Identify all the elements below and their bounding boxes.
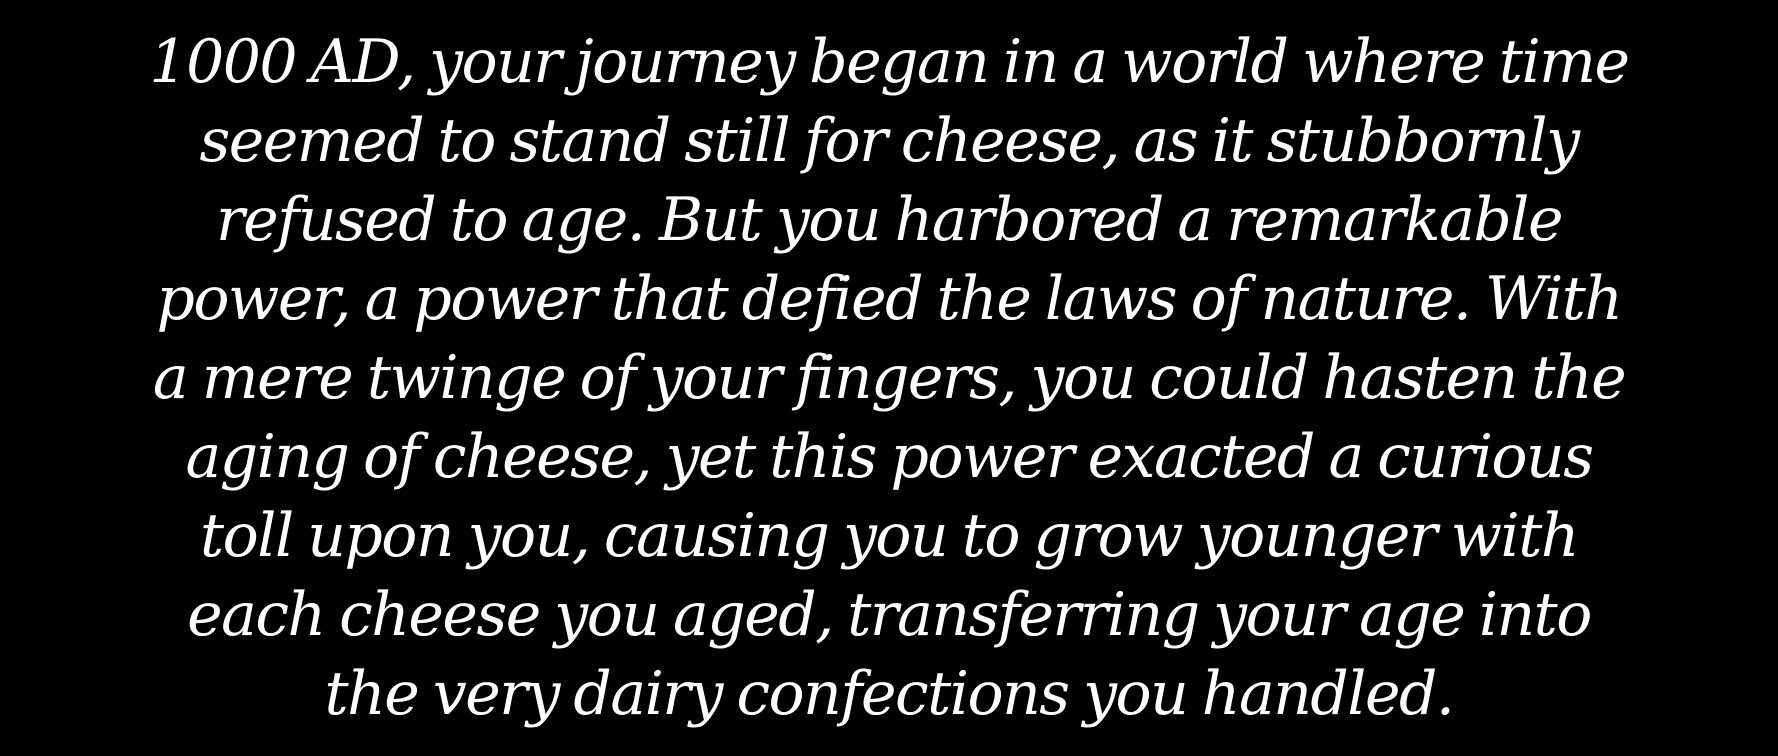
story-line: the very dairy confections you handled.: [324, 658, 1454, 729]
story-line: power, a power that defied the laws of nature. With: [156, 263, 1622, 334]
story-line: 1000 AD, your journey began in a world where time: [149, 26, 1629, 97]
story-line: a mere twinge of your fingers, you could hasten the: [152, 342, 1626, 413]
story-line: each cheese you aged, transferring your age into: [187, 579, 1591, 650]
story-line: refused to age. But you harbored a remarkable: [215, 184, 1563, 255]
story-line: aging of cheese, yet this power exacted a curious: [185, 421, 1593, 492]
story-text: [10, 23, 1768, 734]
story-line: seemed to stand still for cheese, as it stubbornly: [199, 105, 1579, 176]
story-line: toll upon you, causing you to grow younger with: [200, 500, 1578, 571]
